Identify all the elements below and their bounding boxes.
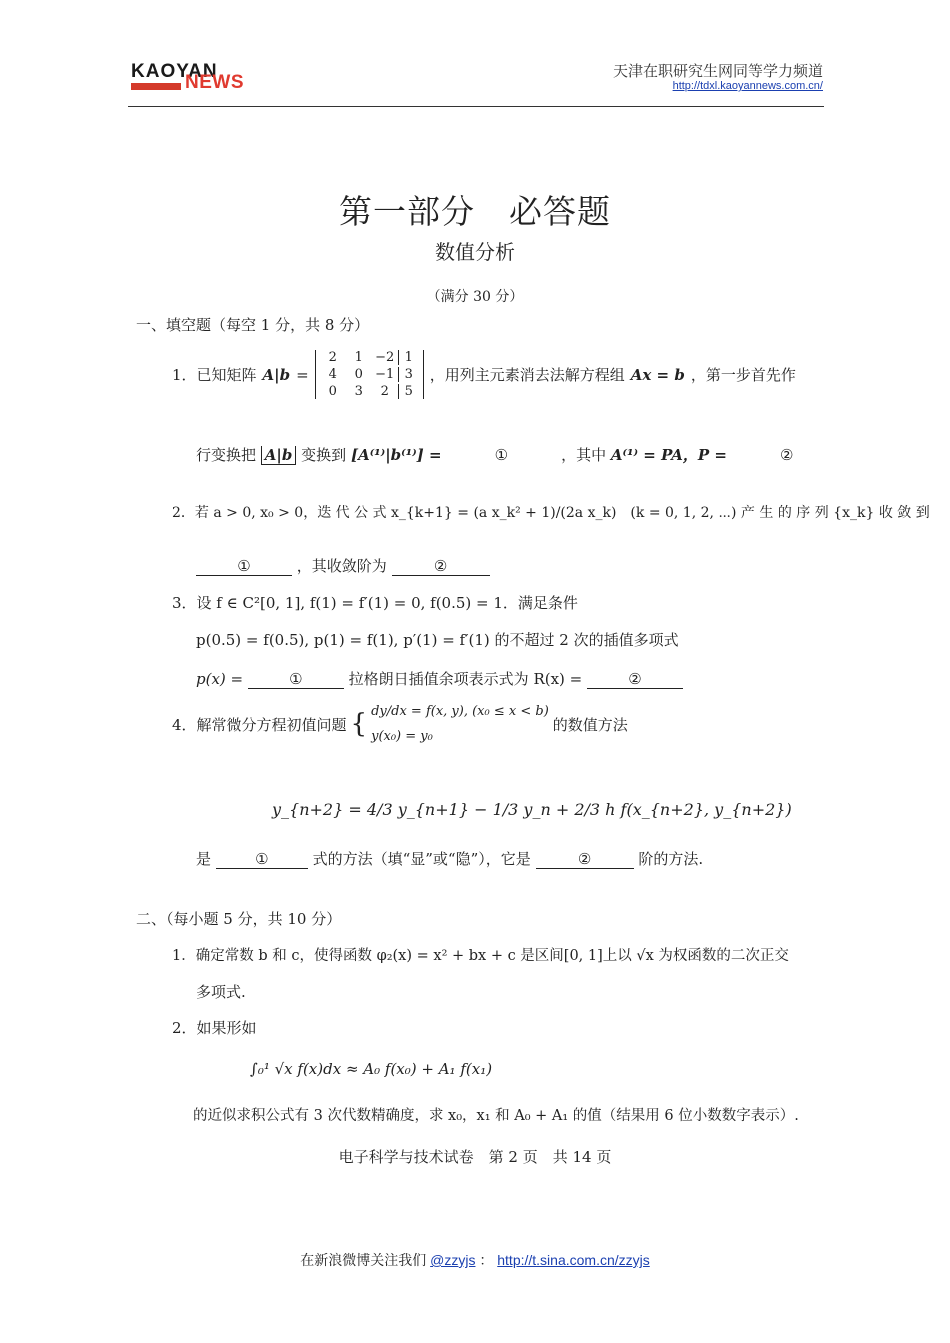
q3-blank-1[interactable]: ①: [248, 670, 344, 689]
question-2-1-line2: 多项式.: [196, 983, 246, 1001]
q1-after2: ，第一步首先作: [690, 366, 796, 384]
question-2-1: 1．确定常数 b 和 c，使得函数 φ₂(x) = x² + bx + c 是区间[0, 1]上以 √x 为权函数的二次正交: [172, 948, 789, 964]
question-2-2: 2．如果形如: [172, 1019, 257, 1037]
q1-line2-b: 变换到: [301, 446, 347, 464]
q1-blank-2[interactable]: ②: [780, 446, 794, 464]
page-title: 第一部分 必答题: [339, 192, 611, 231]
question-1-3-line3: [196, 668, 683, 689]
q4-system: [371, 704, 549, 744]
matrix-cell: 0: [328, 384, 337, 399]
q4-eq1: dy/dx = f(x, y), (x₀ ≤ x < b): [371, 704, 549, 719]
logo-top-text: KAOYAN: [131, 61, 218, 82]
q4-line-a: 是: [196, 850, 212, 868]
question-1-2: 2．若 a > 0, x₀ > 0，迭 代 公 式 x_{k+1} = (a x_k² + 1)/(2a x_k) (k = 0, 1, 2, ⋯) 产 生 的 序 列 {x_k} 收 敛 到: [172, 505, 930, 521]
logo-red-bar: [131, 83, 181, 90]
matrix-cell: 1: [354, 350, 363, 365]
section1-heading: 一、填空题（每空 1 分，共 8 分）: [136, 316, 370, 334]
q4-line-c: 阶的方法.: [638, 850, 704, 868]
weibo-url-link[interactable]: http://t.sina.com.cn/zzyjs: [497, 1252, 650, 1268]
matrix-cell: 2: [380, 384, 389, 399]
header-divider: [128, 106, 824, 107]
q1-blank-1[interactable]: ①: [494, 446, 509, 464]
site-url-link[interactable]: http://tdxl.kaoyannews.com.cn/: [672, 80, 823, 92]
q4-eq2: y(x₀) = y₀: [371, 729, 433, 744]
question-1-2-line2: [196, 555, 490, 576]
q4-blank-2[interactable]: ②: [536, 850, 634, 869]
matrix-cell: 5: [404, 384, 413, 399]
q1-line2-a: 行变换把: [196, 446, 257, 464]
section2-heading: 二、（每小题 5 分，共 10 分）: [136, 910, 342, 928]
matrix-cell: 2: [328, 350, 337, 365]
weibo-sep: ：: [479, 1252, 494, 1268]
weibo-follow: [0, 1250, 950, 1270]
q3-line3-a: p(x) =: [196, 670, 244, 688]
q2-integral: ∫₀¹ √x f(x)dx ≈ A₀ f(x₀) + A₁ f(x₁): [250, 1060, 493, 1078]
q1-axb: Ax = b: [630, 365, 685, 384]
question-1-3-line2: p(0.5) = f(0.5), p(1) = f(1), p′(1) = f′(1) 的不超过 2 次的插值多项式: [196, 631, 679, 649]
question-1-4: [172, 704, 628, 744]
q1-after: ，用列主元素消去法解方程组: [429, 366, 625, 384]
q4-brace: {: [350, 709, 368, 739]
page-subtitle: 数值分析: [435, 240, 515, 264]
q4-blank-1[interactable]: ①: [216, 850, 308, 869]
q1-ab: A|b: [262, 365, 291, 384]
matrix-cell: −2: [375, 350, 395, 365]
q1-eq: =: [296, 365, 309, 384]
q4-prefix: 4．解常微分方程初值问题: [172, 715, 347, 734]
matrix-cell: 1: [404, 350, 413, 365]
weibo-text: 在新浪微博关注我们: [300, 1252, 427, 1268]
q1-ab-box: A|b: [261, 446, 297, 465]
q2-blank-2[interactable]: ②: [392, 557, 490, 576]
logo-bottom-text: NEWS: [185, 72, 244, 93]
question-1-1: [172, 350, 796, 399]
weibo-handle-link[interactable]: @zzyjs: [430, 1252, 476, 1268]
site-name: 天津在职研究生网同等学力频道: [612, 62, 823, 80]
q1-prefix: 1．已知矩阵: [172, 366, 257, 384]
matrix-cell: 4: [328, 367, 337, 382]
q3-blank-2[interactable]: ②: [587, 670, 683, 689]
question-1-3: 3．设 f ∈ C²[0, 1], f(1) = f′(1) = 0, f(0.5) = 1．满足条件: [172, 594, 578, 612]
q1-line2-c: ，其中: [561, 446, 607, 464]
matrix-cell: 3: [404, 367, 413, 382]
question-1-1-line2: [196, 444, 842, 465]
q2-mid: ，其收敛阶为: [296, 557, 387, 575]
question-1-4-line3: [196, 848, 703, 869]
q4-line-b: 式的方法（填“显”或“隐”），它是: [312, 850, 531, 868]
matrix-cell: −1: [375, 367, 395, 382]
q1-line2-m: [A⁽¹⁾|b⁽¹⁾] =: [350, 446, 442, 464]
q4-suffix: 的数值方法: [552, 715, 628, 734]
q2-blank-1[interactable]: ①: [196, 557, 292, 576]
augmented-matrix: [315, 350, 424, 399]
matrix-cell: 0: [354, 367, 363, 382]
score-note: （满分 30 分）: [426, 289, 524, 305]
q1-a1pa: A⁽¹⁾ = PA，P =: [610, 446, 727, 464]
page-footer: 电子科学与技术试卷 第 2 页 共 14 页: [338, 1148, 612, 1166]
question-2-2-line2: 的近似求积公式有 3 次代数精确度，求 x₀，x₁ 和 A₀ + A₁ 的值（结果用 6 位小数数字表示）.: [193, 1108, 799, 1124]
matrix-cell: 3: [354, 384, 363, 399]
kaoyan-logo[interactable]: [131, 61, 244, 93]
q3-line3-b: 拉格朗日插值余项表示式为 R(x) =: [348, 670, 583, 688]
q4-formula: y_{n+2} = 4/3 y_{n+1} − 1/3 y_n + 2/3 h f(x_{n+2}, y_{n+2}): [272, 800, 792, 819]
